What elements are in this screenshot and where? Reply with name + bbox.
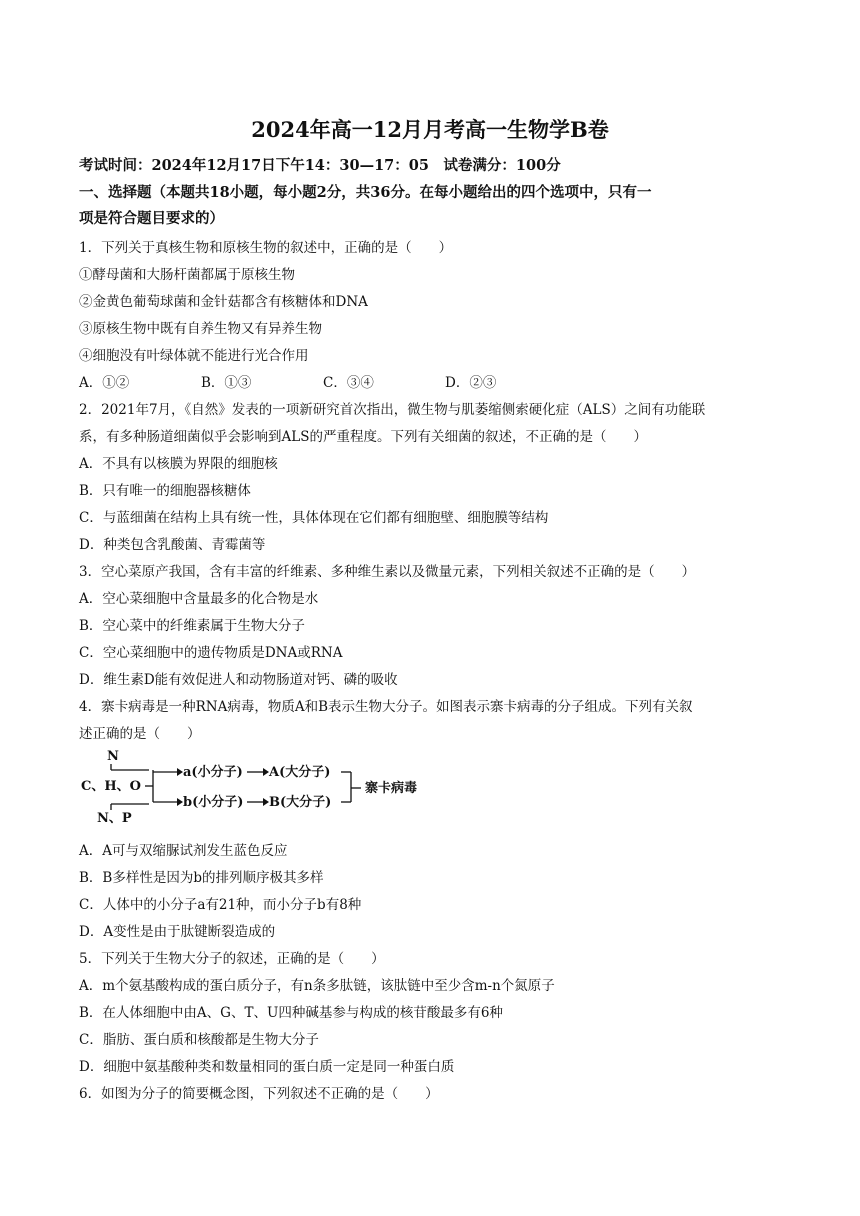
q1-option-d: D．②③ bbox=[445, 375, 497, 391]
diagram-label-B-big: B(大分子) bbox=[269, 795, 332, 810]
q2-stem-line2: 系，有多种肠道细菌似乎会影响到ALS的严重程度。下列有关细菌的叙述，不正确的是（ ） bbox=[79, 429, 647, 445]
q1-item-4: ④细胞没有叶绿体就不能进行光合作用 bbox=[79, 348, 309, 364]
q1-item-1: ①酵母菌和大肠杆菌都属于原核生物 bbox=[79, 267, 295, 283]
q5-option-a: A．m个氨基酸构成的蛋白质分子，有n条多肽链，该肽链中至少含m-n个氮原子 bbox=[79, 978, 555, 994]
q4-stem-line1: 4．寨卡病毒是一种RNA病毒，物质A和B表示生物大分子。如图表示寨卡病毒的分子组成。下列有关叙 bbox=[79, 699, 693, 715]
q2-option-c: C．与蓝细菌在结构上具有统一性，具体体现在它们都有细胞壁、细胞膜等结构 bbox=[79, 510, 549, 526]
diagram-label-b-small: b(小分子) bbox=[183, 795, 244, 810]
diagram-label-np: N、P bbox=[97, 811, 132, 826]
q5-option-d: D．细胞中氨基酸种类和数量相同的蛋白质一定是同一种蛋白质 bbox=[79, 1059, 455, 1075]
zika-virus-composition-diagram bbox=[79, 746, 449, 828]
section-heading-line1: 一、选择题（本题共18小题，每小题2分，共36分。在每小题给出的四个选项中，只有一 bbox=[79, 184, 652, 201]
q1-option-c: C．③④ bbox=[323, 375, 374, 391]
exam-info: 考试时间：2024年12月17日下午14：30—17：05 试卷满分：100分 bbox=[79, 157, 561, 174]
q2-stem-line1: 2．2021年7月，《自然》发表的一项新研究首次指出，微生物与肌萎缩侧索硬化症（ALS）之间有功能联 bbox=[79, 402, 706, 418]
q1-options bbox=[79, 371, 567, 391]
q1-item-3: ③原核生物中既有自养生物又有异养生物 bbox=[79, 321, 322, 337]
q2-option-b: B．只有唯一的细胞器核糖体 bbox=[79, 483, 251, 499]
diagram-label-A-big: A(大分子) bbox=[269, 765, 331, 780]
page-title: 2024年高一12月月考高一生物学B卷 bbox=[251, 117, 609, 142]
q3-option-d: D．维生素D能有效促进人和动物肠道对钙、磷的吸收 bbox=[79, 672, 398, 688]
q2-option-d: D．种类包含乳酸菌、青霉菌等 bbox=[79, 537, 266, 553]
q5-option-c: C．脂肪、蛋白质和核酸都是生物大分子 bbox=[79, 1032, 319, 1048]
diagram-label-cho: C、H、O bbox=[81, 779, 141, 794]
q4-option-b: B．B多样性是因为b的排列顺序极其多样 bbox=[79, 870, 324, 886]
diagram-label-a-small: a(小分子) bbox=[183, 765, 243, 780]
q2-option-a: A．不具有以核膜为界限的细胞核 bbox=[79, 456, 278, 472]
q4-stem-line2: 述正确的是（ ） bbox=[79, 726, 201, 742]
q5-stem: 5．下列关于生物大分子的叙述，正确的是（ ） bbox=[79, 951, 385, 967]
q3-option-c: C．空心菜细胞中的遗传物质是DNA或RNA bbox=[79, 645, 343, 661]
diagram-label-n: N bbox=[107, 749, 119, 764]
q3-option-a: A．空心菜细胞中含量最多的化合物是水 bbox=[79, 591, 319, 607]
q1-option-b: B．①③ bbox=[201, 375, 252, 391]
q3-option-b: B．空心菜中的纤维素属于生物大分子 bbox=[79, 618, 305, 634]
q1-option-a: A．①② bbox=[79, 375, 130, 391]
q4-option-c: C．人体中的小分子a有21种，而小分子b有8种 bbox=[79, 897, 362, 913]
diagram-label-virus: 寨卡病毒 bbox=[365, 781, 418, 796]
q4-option-a: A．A可与双缩脲试剂发生蓝色反应 bbox=[79, 843, 288, 859]
q1-stem: 1．下列关于真核生物和原核生物的叙述中，正确的是（ ） bbox=[79, 240, 453, 256]
section-heading-line2: 项是符合题目要求的） bbox=[79, 210, 224, 227]
q3-stem: 3．空心菜原产我国，含有丰富的纤维素、多种维生素以及微量元素，下列相关叙述不正确的是（ ） bbox=[79, 564, 696, 580]
q6-stem: 6．如图为分子的简要概念图，下列叙述不正确的是（ ） bbox=[79, 1086, 439, 1102]
q4-option-d: D．A变性是由于肽键断裂造成的 bbox=[79, 924, 276, 940]
q5-option-b: B．在人体细胞中由A、G、T、U四种碱基参与构成的核苷酸最多有6种 bbox=[79, 1005, 503, 1021]
q1-item-2: ②金黄色葡萄球菌和金针菇都含有核糖体和DNA bbox=[79, 294, 368, 310]
